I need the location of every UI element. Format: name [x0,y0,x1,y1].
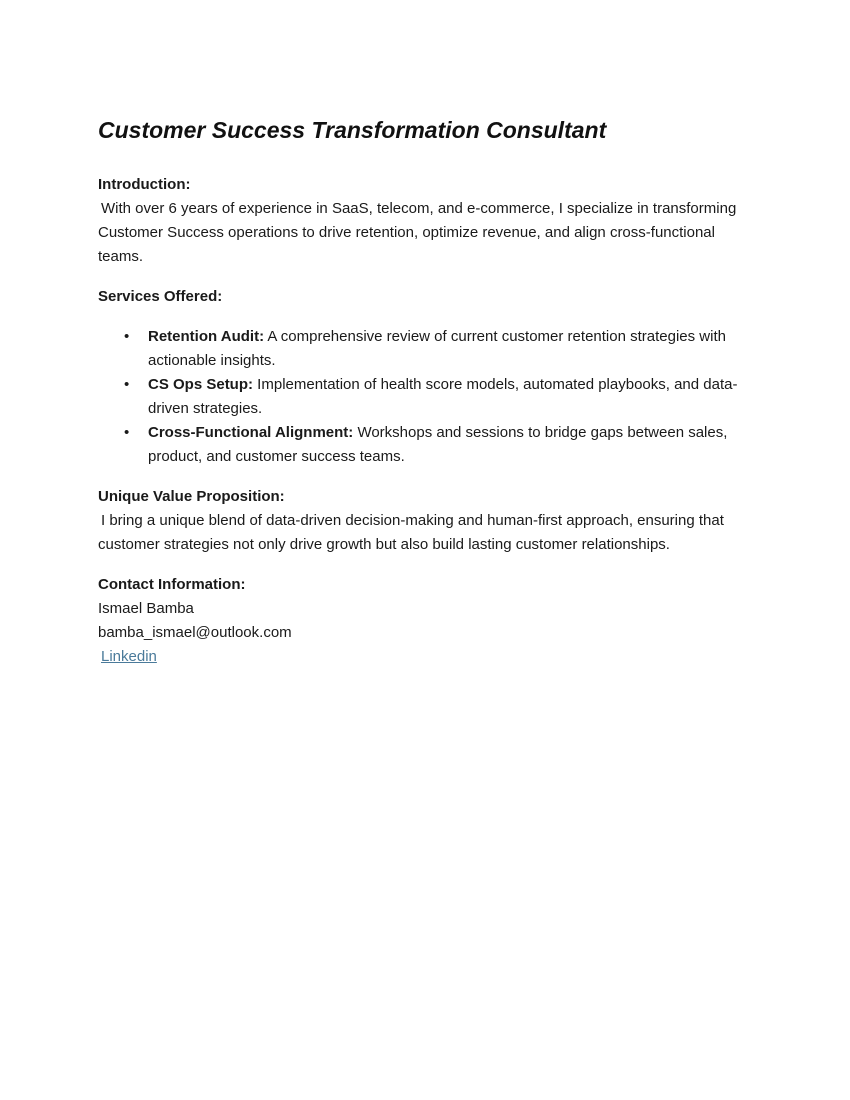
services-list [98,325,758,469]
bullet-icon: • [124,376,130,393]
services-section [98,285,758,469]
service-label: CS Ops Setup: [148,376,254,393]
service-description: Implementation of health score models, automated playbooks, and data-driven strategies. [148,376,738,417]
contact-email: bamba_ismael@outlook.com [98,624,292,641]
page-title: Customer Success Transformation Consultant [98,117,607,143]
service-item-cross-functional-alignment [124,421,758,469]
bullet-icon: • [124,424,130,441]
introduction-heading: Introduction: [98,176,191,193]
contact-name: Ismael Bamba [98,600,194,617]
uvp-section [98,485,758,557]
uvp-text: I bring a unique blend of data-driven decision-making and human-first approach, ensuring that customer strategies not only drive growth but also build lasting customer relationships. [98,512,724,553]
service-label: Retention Audit: [148,328,265,345]
service-description: Workshops and sessions to bridge gaps between sales, product, and customer success teams. [148,424,728,465]
service-label: Cross-Functional Alignment: [148,424,354,441]
service-item-cs-ops-setup [124,373,758,421]
linkedin-link[interactable]: Linkedin [101,648,157,665]
introduction-section [98,173,758,269]
document-page [98,112,758,669]
service-description: A comprehensive review of current customer retention strategies with actionable insights. [148,328,726,369]
introduction-text: With over 6 years of experience in SaaS, telecom, and e-commerce, I specialize in transforming Customer Success operations to drive retention, optimize revenue, and align cross-functional teams. [98,200,737,265]
contact-heading: Contact Information: [98,576,246,593]
contact-section [98,573,758,669]
services-heading: Services Offered: [98,288,223,305]
bullet-icon: • [124,328,130,345]
service-item-retention-audit [124,325,758,373]
uvp-heading: Unique Value Proposition: [98,488,285,505]
